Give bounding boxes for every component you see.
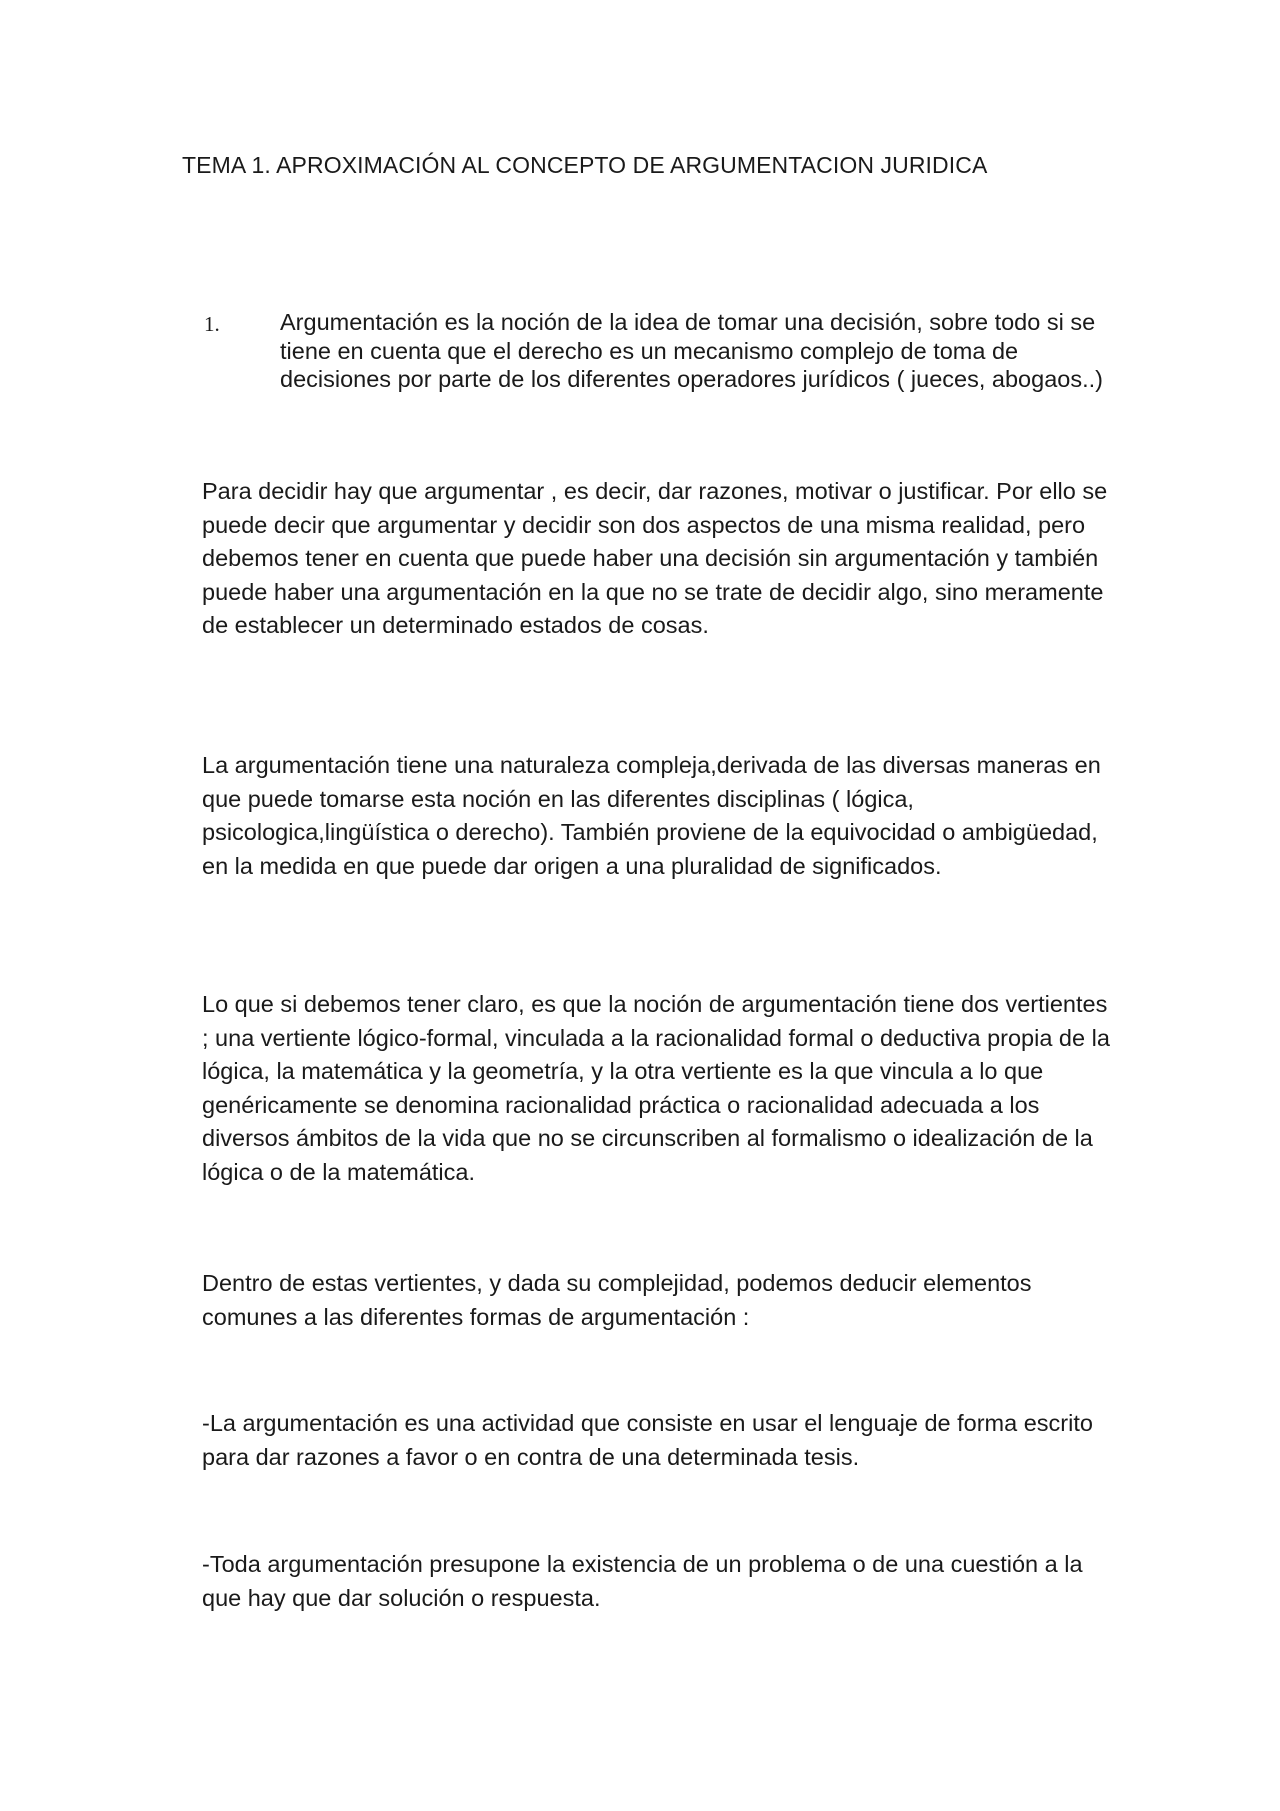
paragraph-4: Dentro de estas vertientes, y dada su complejidad, podemos deducir elementos comunes a las diferentes formas de argumentación : (202, 1270, 1032, 1330)
list-number: 1. (204, 312, 220, 336)
paragraph-5: -La argumentación es una actividad que consiste en usar el lenguaje de forma escrito para dar razones a favor o en contra de una determinada tesis. (202, 1410, 1093, 1470)
document-title: TEMA 1. APROXIMACIÓN AL CONCEPTO DE ARGUMENTACION JURIDICA (182, 152, 988, 178)
paragraph-1: Para decidir hay que argumentar , es decir, dar razones, motivar o justificar. Por ello se puede decir que argumentar y decidir son dos aspectos de una misma realidad, pero debemos tener en cuenta que puede haber una decisión sin argumentación y también puede haber una argumentación en la que no se trate de decidir algo, sino meramente de establecer un determinado estados de cosas. (202, 478, 1108, 638)
paragraph-3: Lo que si debemos tener claro, es que la noción de argumentación tiene dos vertientes ; una vertiente lógico-formal, vinculada a la racionalidad formal o deductiva propia de la lógica, la matemática y la geometría, y la otra vertiente es la que vincula a lo que genéricamente se denomina racionalidad práctica o racionalidad adecuada a los diversos ámbitos de la vida que no se circunscriben al formalismo o idealización de la lógica o de la matemática. (202, 991, 1110, 1185)
paragraph-2: La argumentación tiene una naturaleza compleja,derivada de las diversas maneras en que puede tomarse esta noción en las diferentes disciplinas ( lógica, psicologica,lingüística o derecho). También proviene de la equivocidad o ambigüedad, en la medida en que puede dar origen a una pluralidad de significados. (202, 752, 1101, 879)
paragraph-6: -Toda argumentación presupone la existencia de un problema o de una cuestión a la que hay que dar solución o respuesta. (202, 1551, 1083, 1611)
list-item-text: Argumentación es la noción de la idea de tomar una decisión, sobre todo si se tiene en cuenta que el derecho es un mecanismo complejo de toma de decisiones por parte de los diferentes operadores jurídicos ( jueces, abogaos..) (280, 309, 1103, 392)
